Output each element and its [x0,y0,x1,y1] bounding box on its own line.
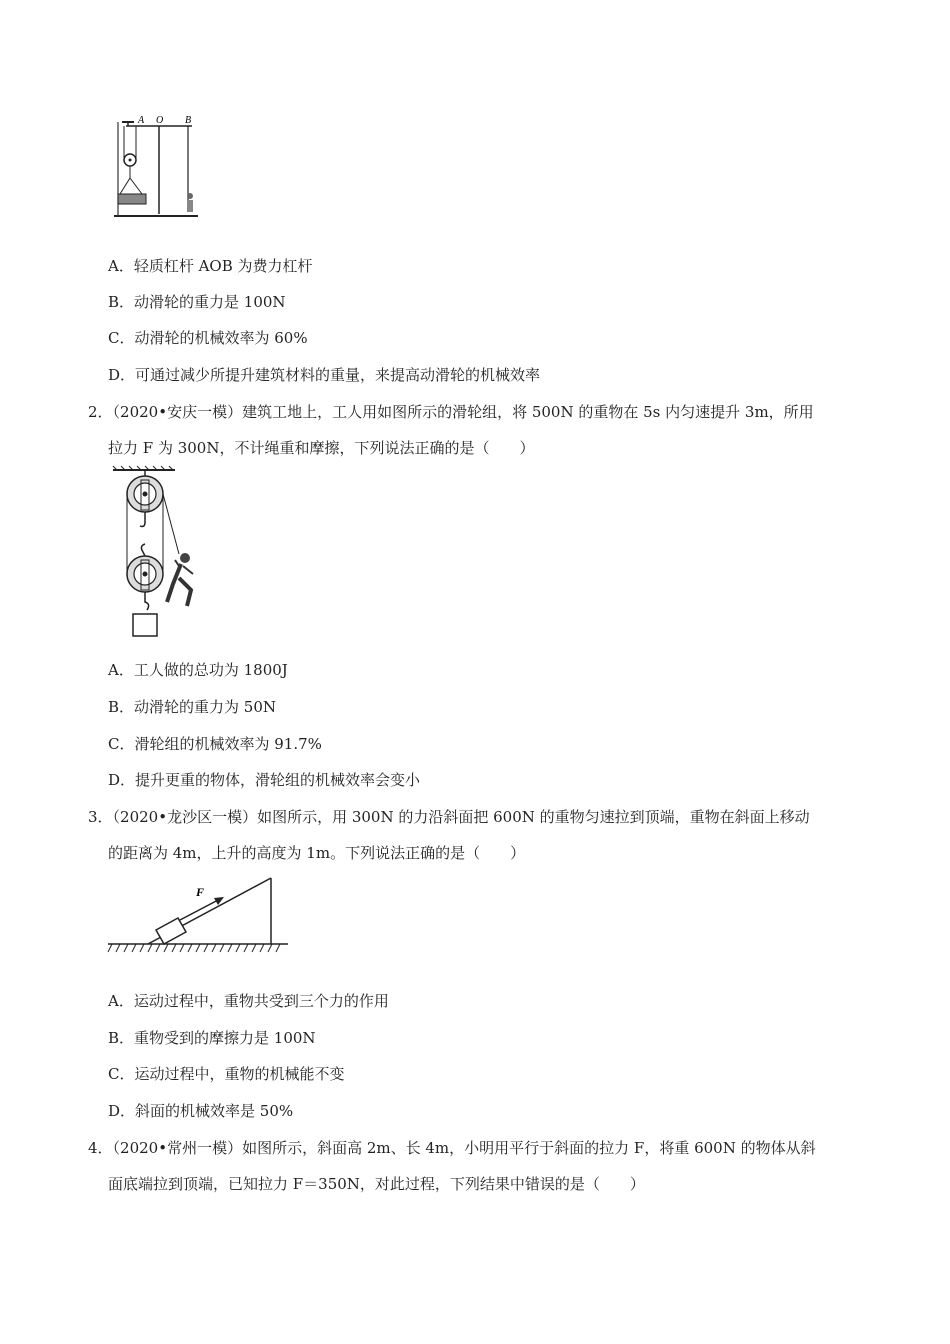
q2-option-b[interactable]: B．动滑轮的重力为 50N [108,698,277,716]
q4-stem-line1 [88,1138,816,1158]
q2-option-c[interactable]: C．滑轮组的机械效率为 91.7% [108,735,322,753]
q3-number: 3． [88,808,113,826]
q3-option-b[interactable]: B．重物受到的摩擦力是 100N [108,1029,316,1047]
q1-option-c[interactable]: C．动滑轮的机械效率为 60% [108,329,308,347]
lever-pulley-figure [108,112,208,222]
label-b: B [185,115,192,126]
q3-text-1: （2020•龙沙区一模）如图所示，用 300N 的力沿斜面把 600N 的重物匀速拉到顶端，重物在斜面上移动 [112,808,810,826]
q2-text-1: （2020•安庆一模）建筑工地上，工人用如图所示的滑轮组，将 500N 的重物在 5s 内匀速提升 3m，所用 [112,403,814,421]
q4-text-1: （2020•常州一模）如图所示，斜面高 2m、长 4m，小明用平行于斜面的拉力 F，将重 600N 的物体从斜 [112,1139,816,1157]
q3-option-a[interactable]: A．运动过程中，重物共受到三个力的作用 [108,992,389,1010]
q3-stem-line2: 的距离为 4m，上升的高度为 1m。下列说法正确的是（ ） [108,844,526,862]
pulley-block-figure [113,466,213,641]
q1-option-a[interactable]: A．轻质杠杆 AOB 为费力杠杆 [108,257,313,275]
label-o: O [156,115,164,126]
label-a: A [138,115,145,126]
q2-stem-line2: 拉力 F 为 300N，不计绳重和摩擦，下列说法正确的是（ ） [108,439,535,457]
q1-option-d[interactable]: D．可通过减少所提升建筑材料的重量，来提高动滑轮的机械效率 [108,366,541,384]
q4-stem-line2: 面底端拉到顶端，已知拉力 F＝350N，对此过程，下列结果中错误的是（ ） [108,1175,645,1193]
incline-figure [108,872,293,962]
q3-option-d[interactable]: D．斜面的机械效率是 50% [108,1102,294,1120]
q2-stem-line1 [88,402,814,422]
q2-option-a[interactable]: A．工人做的总功为 1800J [108,661,288,679]
q2-option-d[interactable]: D．提升更重的物体，滑轮组的机械效率会变小 [108,771,421,789]
q1-option-b[interactable]: B．动滑轮的重力是 100N [108,293,286,311]
q3-option-c[interactable]: C．运动过程中，重物的机械能不变 [108,1065,345,1083]
q2-number: 2． [88,403,113,421]
force-label: F [196,885,205,899]
q4-number: 4． [88,1139,113,1157]
q3-stem-line1 [88,807,810,827]
